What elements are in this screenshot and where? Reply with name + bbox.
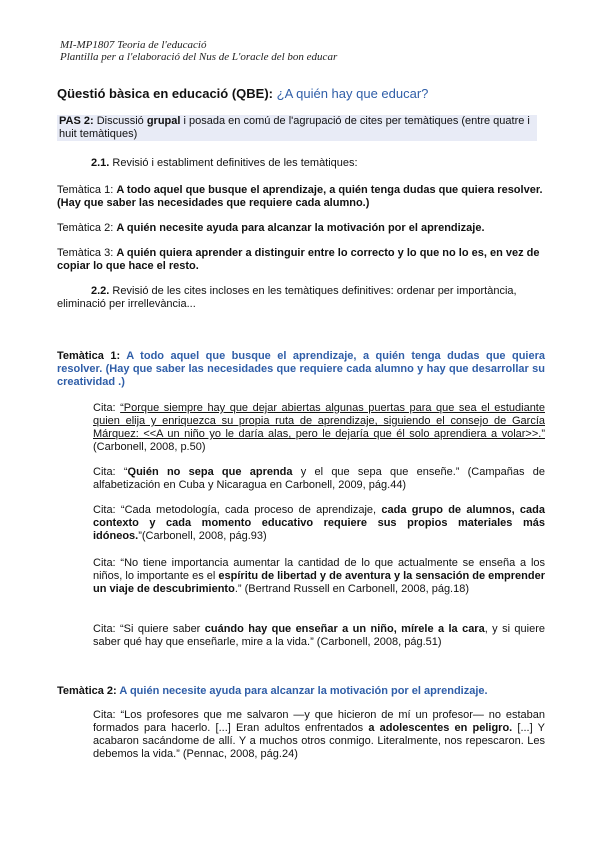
citation-bold: espíritu de libertad y de aventura y la sensación de emprender un viaje de descubrimiento <box>93 570 545 595</box>
citation <box>93 709 545 761</box>
citation-bold: cada grupo de alumnos, cada contexto y cada momento educativo requiere sus propios materiales más idóneos. <box>93 504 545 542</box>
theme-item <box>57 247 545 273</box>
citation-bold: Quién no sepa que aprenda <box>127 466 293 478</box>
section-2-2-number: 2.2. <box>91 285 110 297</box>
course-title: MI-MP1807 Teoria de l'educació <box>60 39 207 51</box>
citation-bold: a adolescentes en peligro. <box>368 722 513 734</box>
document-header <box>60 39 337 63</box>
theme-text: A quién necesite ayuda para alcanzar la motivación por el aprendizaje. <box>116 222 485 234</box>
qbe-line <box>57 86 545 102</box>
theme-label: Temàtica 1: <box>57 184 117 196</box>
theme-item <box>57 184 545 210</box>
template-subtitle: Plantilla per a l'elaboració del Nus de L'oracle del bon educar <box>60 51 338 63</box>
theme-text: A quién quiera aprender a distinguir entre lo correcto y lo que no lo es, en vez de copiar lo que hace el resto. <box>57 247 540 272</box>
citation-source: [...] Y acabaron sacándome de allí. Y a muchos otros conmigo. Literalmente, nos repescaron. Les debemos la vida.” (Pennac, 2008, pág.24) <box>93 722 545 760</box>
theme-label: Temàtica 2: <box>57 222 117 234</box>
citation <box>93 623 545 649</box>
citation-prefix: Cita: <box>93 402 121 414</box>
theme-1-heading <box>57 350 545 389</box>
theme-2-label: Temàtica 2: <box>57 685 120 697</box>
citation <box>93 466 545 492</box>
theme-item <box>57 222 545 235</box>
citation <box>93 557 545 596</box>
pas2-text-b: i posada en comú de l'agrupació de cites per temàtiques (entre quatre i huit temàtiques) <box>59 115 530 140</box>
qbe-question: ¿A quién hay que educar? <box>276 86 429 101</box>
citation-source: .” (Bertrand Russell en Carbonell, 2008, pág.18) <box>234 583 470 595</box>
theme-2-text: A quién necesite ayuda para alcanzar la motivación por el aprendizaje. <box>119 685 488 697</box>
citation-source: ”(Carbonell, 2008, pág.93) <box>138 530 267 542</box>
pas2-bold: grupal <box>146 115 181 127</box>
section-2-1-number: 2.1. <box>91 157 110 169</box>
citation-prefix: Cita: “Los profesores que me salvaron —y que hicieron de mí un profesor— no estaban formados para hacerlo. [...] Eran adultos enfrentados <box>93 709 545 734</box>
section-2-2-text: Revisió de les cites incloses en les temàtiques definitives: ordenar per importància, eliminació per irrellevància... <box>57 285 517 310</box>
qbe-label: Qüestió bàsica en educació (QBE): <box>57 86 277 101</box>
section-2-1 <box>57 157 545 170</box>
citation-prefix: Cita: “Si quiere saber <box>93 623 205 635</box>
citation-source: y el que sepa que enseñe.” (Campañas de alfabetización en Cuba y Nicaragua en Carbonell, 2009, pág.44) <box>93 466 545 491</box>
citation-underlined: “Porque siempre hay que dejar abiertas algunas puertas para que sea el estudiante quien elija y enriquezca su propia ruta de aprendizaje, siguiendo el consejo de García Márquez: <<A un niño yo le daría alas, pero le dejaría que él solo aprendiera a volar>>.” <box>93 402 545 440</box>
section-2-1-text: Revisió i establiment definitives de les temàtiques: <box>109 157 358 169</box>
citation-bold: cuándo hay que enseñar a un niño, mírele a la cara <box>204 623 485 635</box>
pas2-label: PAS 2: <box>59 115 94 127</box>
theme-1-label: Temàtica 1: <box>57 350 127 362</box>
citation-prefix: Cita: “ <box>93 466 128 478</box>
citation-source: , y si quiere saber qué hay que enseñarle, mire a la vida.” (Carbonell, 2008, pág.51) <box>93 623 545 648</box>
theme-2-heading <box>57 685 545 698</box>
citation-prefix: Cita: “Cada metodología, cada proceso de aprendizaje, <box>93 504 382 516</box>
citation-source: (Carbonell, 2008, p.50) <box>93 441 206 453</box>
pas2-text-a: Discussió <box>93 115 147 127</box>
pas2-paragraph <box>57 115 537 141</box>
section-2-2 <box>57 285 545 311</box>
theme-text: A todo aquel que busque el aprendizaje, a quién tenga dudas que quiera resolver. (Hay que saber las necesidades que requiere cada alumno.) <box>57 184 543 209</box>
citation <box>93 504 545 543</box>
citation <box>93 402 545 454</box>
theme-label: Temàtica 3: <box>57 247 117 259</box>
citation-prefix: Cita: “No tiene importancia aumentar la cantidad de lo que actualmente se enseña a los niños, lo importante es el <box>93 557 545 582</box>
theme-1-text: A todo aquel que busque el aprendizaje, a quién tenga dudas que quiera resolver. (Hay que saber las necesidades que requiere cada alumno y hay que desarrollar su creatividad .) <box>57 350 546 388</box>
